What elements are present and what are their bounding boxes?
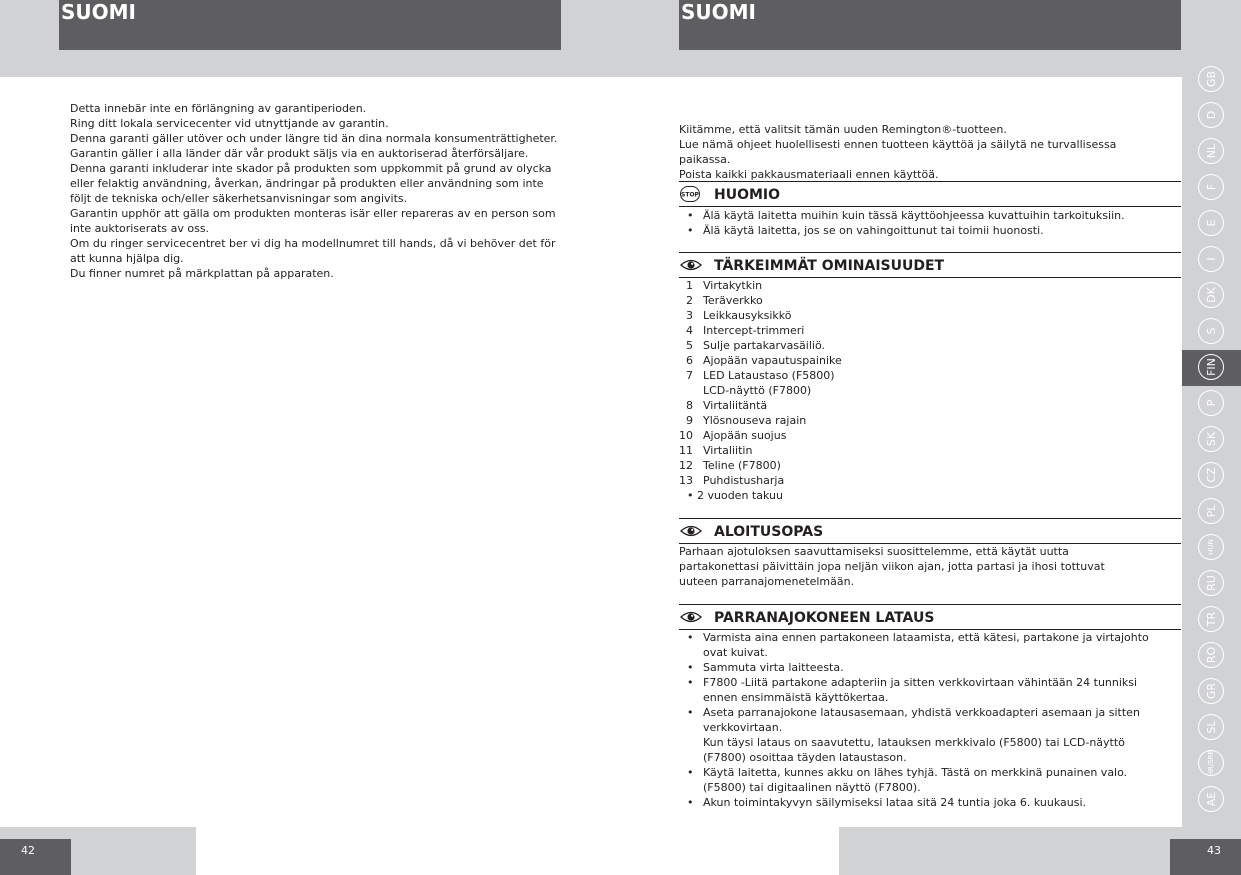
list-item: • Aseta parranajokone latausasemaan, yhdistä verkkoadapteri asemaan ja sitten verkkovirtaan. — [679, 705, 1149, 735]
feature-item: 5 Sulje partakarvasäiliö. — [686, 339, 825, 352]
list-item: • Älä käytä laitetta, jos se on vahingoittunut tai toimii huonosti. — [679, 223, 1181, 238]
tab-gb[interactable]: GB — [1182, 62, 1241, 98]
feature-item: 1 Virtakytkin — [686, 279, 763, 292]
tab-f[interactable]: F — [1182, 170, 1241, 206]
tab-hun[interactable]: HUN — [1182, 530, 1241, 566]
eye-icon — [680, 523, 702, 539]
tab-nl[interactable]: NL — [1182, 134, 1241, 170]
lataus-list — [679, 630, 1149, 810]
right-page-header — [679, 0, 1181, 50]
tab-sk[interactable]: SK — [1182, 422, 1241, 458]
section-huomio — [679, 181, 1181, 238]
list-item: • Käytä laitetta, kunnes akku on lähes tyhjä. Tästä on merkkinä punainen valo. (F5800) tai digitaalinen näyttö (F7800). — [679, 765, 1149, 795]
paragraph: Ring ditt lokala servicecenter vid utnyttjande av garantin. — [70, 117, 389, 130]
feature-item: 6 Ajopään vapautuspainike — [686, 354, 842, 367]
feature-item: 2 Teräverkko — [686, 294, 763, 307]
feature-item: 3 Leikkausyksikkö — [686, 309, 792, 322]
eye-icon — [680, 257, 702, 273]
feature-item: 9 Ylösnouseva rajain — [686, 414, 807, 427]
feature-item: 12 Teline (F7800) — [679, 459, 781, 472]
intro-text — [679, 122, 1169, 182]
list-item: • Älä käytä laitetta muihin kuin tässä käyttöohjeessa kuvattuihin tarkoituksiin. — [679, 208, 1181, 223]
tab-hr-srb[interactable]: HR/SRB — [1182, 746, 1241, 782]
list-item: • F7800 -Liitä partakone adapteriin ja sitten verkkovirtaan vähintään 24 tunniksi ennen ensimmäistä käyttökertaa. — [679, 675, 1149, 705]
language-tabs — [1182, 62, 1241, 818]
section-title: ALOITUSOPAS — [714, 524, 824, 540]
paragraph: Denna garanti gäller utöver och under längre tid än dina normala konsumenträttigheter. — [70, 132, 558, 145]
stop-icon — [680, 186, 700, 202]
paragraph: Denna garanti inkluderar inte skador på produkten som uppkommit på grund av olycka eller felaktig användning, åverkan, ändringar på produkten eller användning som inte följt de tekniska och/eller säkerhetsanvisningar som angivits. — [70, 162, 552, 205]
feature-item: 11 Virtaliitin — [679, 444, 753, 457]
section-title: HUOMIO — [714, 187, 781, 203]
tab-sl[interactable]: SL — [1182, 710, 1241, 746]
feature-item: LCD-näyttö (F7800) — [703, 384, 812, 397]
list-item: • Sammuta virta laitteesta. — [679, 660, 1149, 675]
feature-item: 10 Ajopään suojus — [679, 429, 787, 442]
paragraph: Detta innebär inte en förlängning av garantiperioden. — [70, 102, 367, 115]
page-number-box-left — [0, 839, 71, 875]
tab-pl[interactable]: PL — [1182, 494, 1241, 530]
left-page-header — [59, 0, 561, 50]
paragraph: Om du ringer servicecentret ber vi dig ha modellnumret till hands, då vi behöver det för att kunna hjälpa dig. — [70, 237, 556, 265]
tab-d[interactable]: D — [1182, 98, 1241, 134]
section-title: PARRANAJOKONEEN LATAUS — [714, 610, 935, 626]
svg-text:STOP: STOP — [681, 191, 699, 199]
tab-gr[interactable]: GR — [1182, 674, 1241, 710]
left-header-title: SUOMI — [61, 0, 136, 24]
tab-p[interactable]: P — [1182, 386, 1241, 422]
paragraph: Garantin upphör att gälla om produkten monteras isär eller repareras av en person som inte auktoriserats av oss. — [70, 207, 556, 235]
section-lataus — [679, 604, 1181, 810]
eye-icon — [680, 609, 702, 625]
tab-tr[interactable]: TR — [1182, 602, 1241, 638]
page-number: 43 — [1207, 844, 1221, 857]
paragraph: Garantin gäller i alla länder där vår produkt säljs via en auktoriserad återförsäljare. — [70, 147, 529, 160]
feature-item: 7 LED Lataustaso (F5800) — [686, 369, 835, 382]
right-header-title: SUOMI — [681, 0, 756, 24]
page-number-box-right — [1170, 839, 1241, 875]
section-title: TÄRKEIMMÄT OMINAISUUDET — [714, 258, 945, 274]
tab-ru[interactable]: RU — [1182, 566, 1241, 602]
list-item: • Varmista aina ennen partakoneen lataamista, että kätesi, partakone ja virtajohto ovat kuivat. — [679, 630, 1149, 660]
feature-item: 13 Puhdistusharja — [679, 474, 785, 487]
tab-e[interactable]: E — [1182, 206, 1241, 242]
features-list — [679, 278, 1181, 503]
section-text: Parhaan ajotuloksen saavuttamiseksi suosittelemme, että käytät uutta partakonettasi päivittäin jopa neljän viikon ajan, jotta partasi ja ihosi tottuvat uuteen parranajomenetelmään. — [679, 545, 1105, 588]
tab-ae[interactable]: AE — [1182, 782, 1241, 818]
left-page-body — [70, 101, 565, 281]
tab-fin[interactable]: FIN — [1182, 350, 1241, 386]
section-aloitusopas — [679, 518, 1181, 589]
huomio-list — [679, 208, 1181, 238]
intro-line: Kiitämme, että valitsit tämän uuden Remington®-tuotteen. — [679, 123, 1007, 136]
feature-item: 4 Intercept-trimmeri — [686, 324, 805, 337]
tab-s[interactable]: S — [1182, 314, 1241, 350]
section-header — [679, 518, 1181, 544]
list-item-continued: Kun täysi lataus on saavutettu, latauksen merkkivalo (F5800) tai LCD-näyttö (F7800) osoittaa täyden lataustason. — [703, 736, 1125, 764]
intro-line: Poista kaikki pakkausmateriaali ennen käyttöä. — [679, 168, 939, 181]
section-features — [679, 252, 1181, 503]
page-number: 42 — [21, 844, 35, 857]
feature-item: 8 Virtaliitäntä — [686, 399, 768, 412]
tab-i[interactable]: I — [1182, 242, 1241, 278]
section-header — [679, 252, 1181, 278]
section-header — [679, 181, 1181, 207]
tab-ro[interactable]: RO — [1182, 638, 1241, 674]
section-header — [679, 604, 1181, 630]
tab-dk[interactable]: DK — [1182, 278, 1241, 314]
warranty-note: • 2 vuoden takuu — [687, 489, 783, 502]
paragraph: Du finner numret på märkplattan på apparaten. — [70, 267, 334, 280]
tab-cz[interactable]: CZ — [1182, 458, 1241, 494]
intro-line: Lue nämä ohjeet huolellisesti ennen tuotteen käyttöä ja säilytä ne turvallisessa paikassa. — [679, 138, 1117, 166]
list-item: • Akun toimintakyvyn säilymiseksi lataa sitä 24 tuntia joka 6. kuukausi. — [679, 795, 1149, 810]
